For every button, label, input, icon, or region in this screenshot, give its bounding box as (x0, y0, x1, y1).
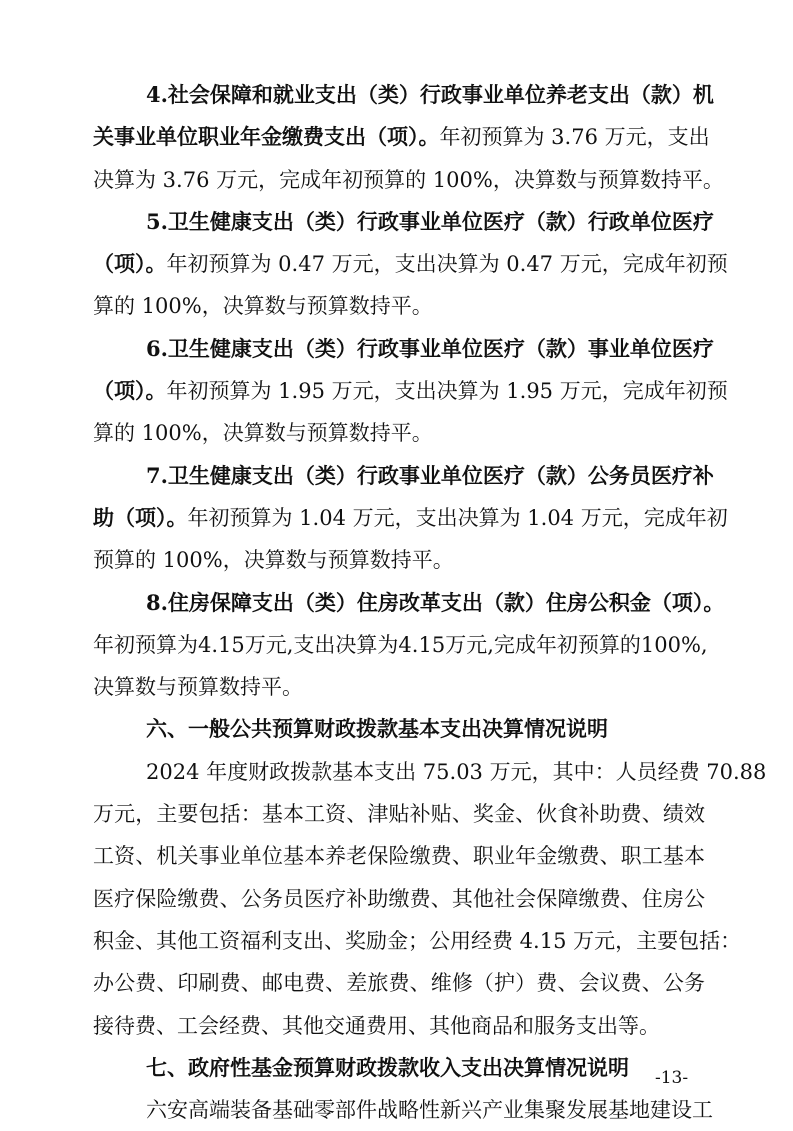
p4-line1: 4.社会保障和就业支出（类）行政事业单位养老支出（款）机 (146, 82, 714, 107)
p7-heading-end: 助（项）。 (93, 504, 188, 530)
p7-line3: 预算的 100%，决算数与预算数持平。 (93, 548, 454, 573)
p8-line3: 决算数与预算数持平。 (93, 675, 303, 700)
p7-text: 年初预算为 1.04 万元，支出决算为 1.04 万元，完成年初 (187, 505, 728, 530)
p5-heading-end: （项）。 (93, 251, 167, 277)
p9-line4: 医疗保险缴费、公务员医疗补助缴费、其他社会保障缴费、住房公 (93, 886, 705, 911)
section-heading-6: 六、一般公共预算财政拨款基本支出决算情况说明 (146, 716, 608, 742)
p8-line2: 年初预算为4.15万元,支出决算为4.15万元,完成年初预算的100%, (93, 632, 708, 657)
p9-line1: 2024 年度财政拨款基本支出 75.03 万元，其中：人员经费 70.88 (146, 759, 767, 784)
p5-line3: 算的 100%，决算数与预算数持平。 (93, 294, 433, 319)
p5-line2 (93, 243, 728, 285)
p6-text: 年初预算为 1.95 万元，支出决算为 1.95 万元，完成年初预 (166, 379, 728, 404)
p5-line1: 5.卫生健康支出（类）行政事业单位医疗（款）行政单位医疗 (146, 208, 714, 234)
p6-line1: 6.卫生健康支出（类）行政事业单位医疗（款）事业单位医疗 (146, 335, 714, 361)
p4-heading-end: 关事业单位职业年金缴费支出（项）。 (93, 124, 440, 150)
document-body (93, 74, 767, 1131)
p6-line3: 算的 100%，决算数与预算数持平。 (93, 421, 433, 446)
p6-line2 (93, 370, 728, 412)
p9-line6: 办公费、印刷费、邮电费、差旅费、维修（护）费、会议费、公务 (93, 971, 705, 996)
p9-line7: 接待费、工会经费、其他交通费用、其他商品和服务支出等。 (93, 1013, 660, 1038)
p8-line1: 8.住房保障支出（类）住房改革支出（款）住房公积金（项）。 (146, 589, 725, 615)
p5-text: 年初预算为 0.47 万元，支出决算为 0.47 万元，完成年初预 (166, 252, 728, 277)
p9-line3: 工资、机关事业单位基本养老保险缴费、职业年金缴费、职工基本 (93, 844, 705, 869)
p9-line2: 万元，主要包括：基本工资、津贴补贴、奖金、伙食补助费、绩效 (93, 802, 705, 827)
page-number: -13- (655, 1068, 689, 1088)
p6-heading-end: （项）。 (93, 378, 167, 404)
section-heading-7: 七、政府性基金预算财政拨款收入支出决算情况说明 (146, 1054, 629, 1080)
p7-line1: 7.卫生健康支出（类）行政事业单位医疗（款）公务员医疗补 (146, 462, 714, 488)
p9-line5: 积金、其他工资福利支出、奖励金；公用经费 4.15 万元，主要包括： (93, 928, 742, 953)
p4-text: 年初预算为 3.76 万元，支出 (439, 125, 710, 150)
p4-line2 (93, 116, 710, 158)
p7-line2 (93, 497, 728, 539)
p10-line1: 六安高端装备基础零部件战略性新兴产业集聚发展基地建设工 (146, 1098, 713, 1123)
p4-line3: 决算为 3.76 万元，完成年初预算的 100%，决算数与预算数持平。 (93, 167, 724, 192)
